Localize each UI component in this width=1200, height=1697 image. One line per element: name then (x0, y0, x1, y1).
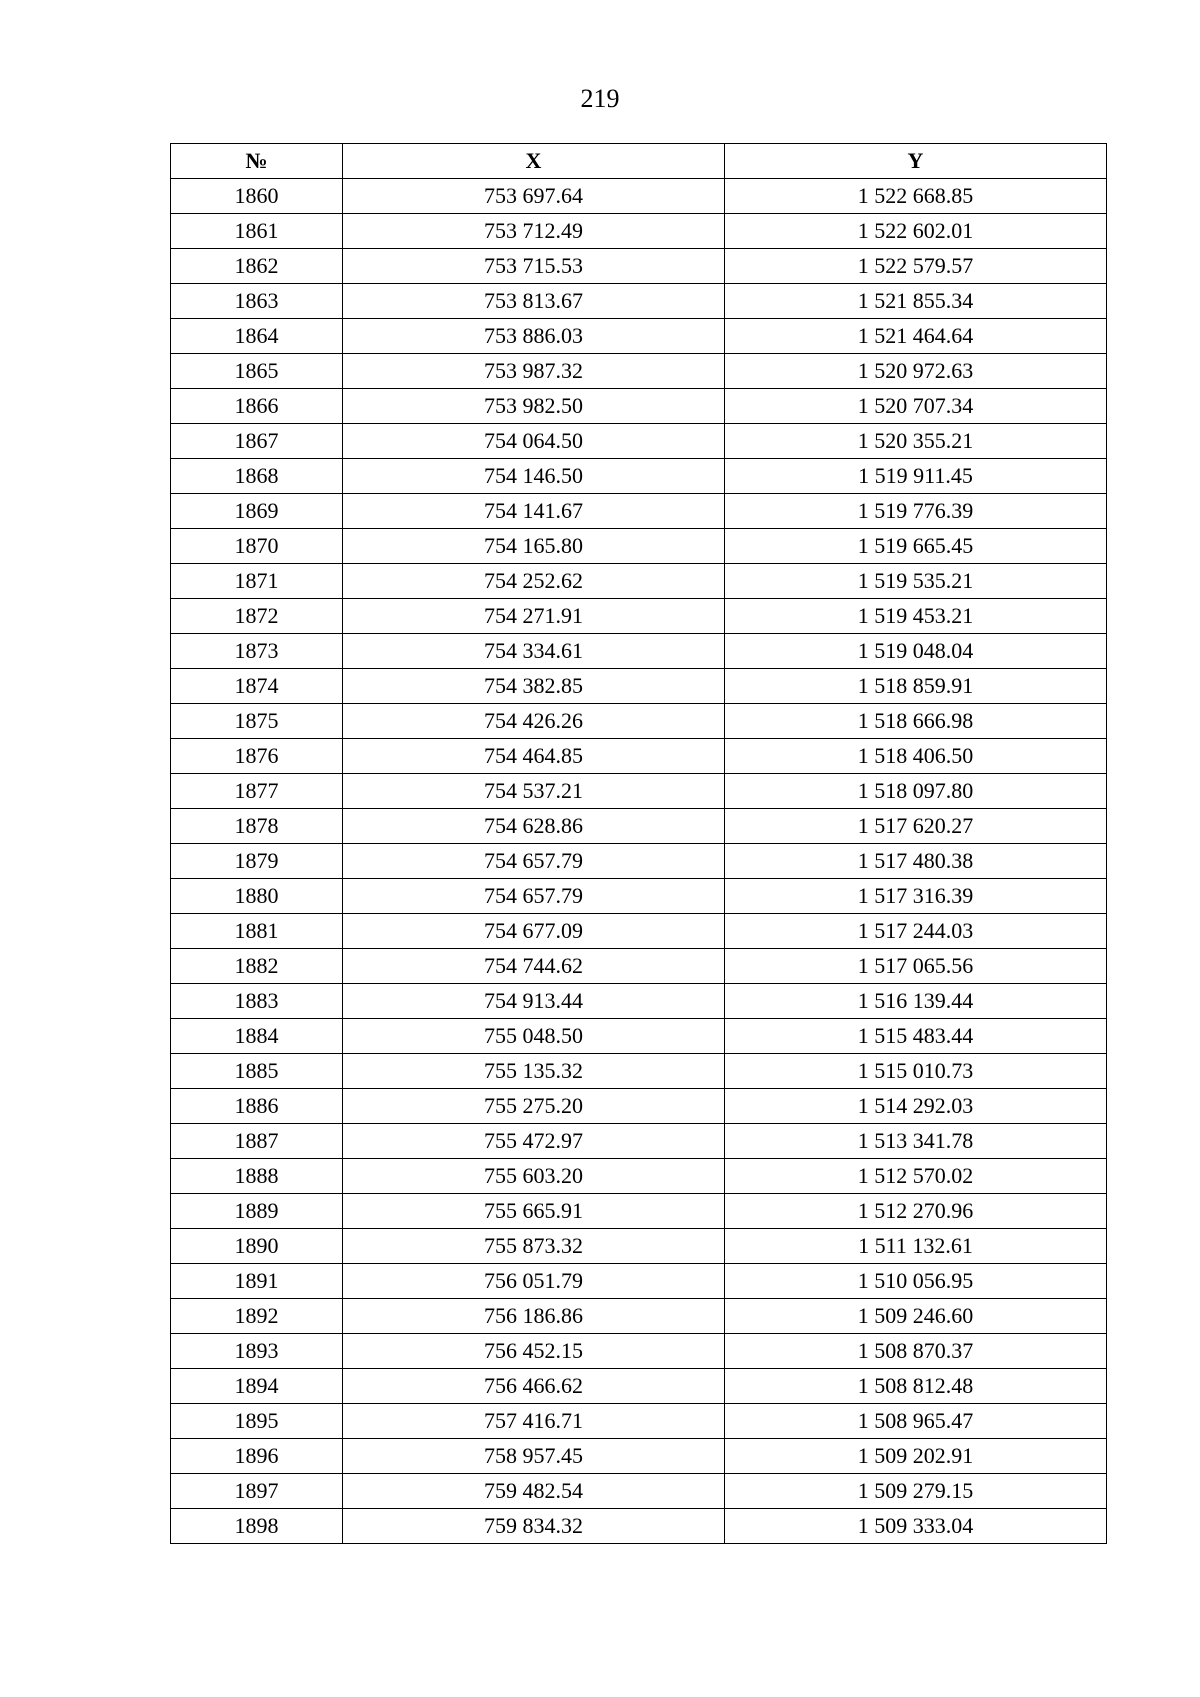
table-row (171, 214, 1107, 249)
cell-number: 1872 (171, 599, 343, 634)
cell-y: 1 517 244.03 (725, 914, 1107, 949)
cell-number: 1876 (171, 739, 343, 774)
table-row (171, 564, 1107, 599)
table-row (171, 1369, 1107, 1404)
cell-number: 1869 (171, 494, 343, 529)
table-row (171, 1264, 1107, 1299)
cell-number: 1887 (171, 1124, 343, 1159)
column-header-x: X (343, 144, 725, 179)
cell-number: 1867 (171, 424, 343, 459)
cell-x: 754 464.85 (343, 739, 725, 774)
cell-y: 1 509 202.91 (725, 1439, 1107, 1474)
table-row (171, 424, 1107, 459)
cell-x: 753 697.64 (343, 179, 725, 214)
cell-number: 1893 (171, 1334, 343, 1369)
cell-x: 755 275.20 (343, 1089, 725, 1124)
cell-x: 754 537.21 (343, 774, 725, 809)
table-row (171, 1054, 1107, 1089)
cell-number: 1861 (171, 214, 343, 249)
cell-x: 755 603.20 (343, 1159, 725, 1194)
cell-y: 1 516 139.44 (725, 984, 1107, 1019)
cell-x: 754 744.62 (343, 949, 725, 984)
table-row (171, 319, 1107, 354)
cell-y: 1 519 776.39 (725, 494, 1107, 529)
cell-y: 1 521 464.64 (725, 319, 1107, 354)
table-row (171, 879, 1107, 914)
cell-number: 1894 (171, 1369, 343, 1404)
cell-number: 1882 (171, 949, 343, 984)
cell-number: 1865 (171, 354, 343, 389)
cell-number: 1864 (171, 319, 343, 354)
cell-number: 1892 (171, 1299, 343, 1334)
cell-y: 1 517 065.56 (725, 949, 1107, 984)
table-row (171, 459, 1107, 494)
cell-number: 1874 (171, 669, 343, 704)
cell-y: 1 522 668.85 (725, 179, 1107, 214)
cell-number: 1896 (171, 1439, 343, 1474)
table-row (171, 914, 1107, 949)
cell-number: 1895 (171, 1404, 343, 1439)
cell-x: 754 165.80 (343, 529, 725, 564)
cell-number: 1875 (171, 704, 343, 739)
cell-y: 1 509 279.15 (725, 1474, 1107, 1509)
cell-y: 1 518 859.91 (725, 669, 1107, 704)
cell-x: 754 426.26 (343, 704, 725, 739)
table-row (171, 1019, 1107, 1054)
cell-number: 1884 (171, 1019, 343, 1054)
cell-x: 759 834.32 (343, 1509, 725, 1544)
cell-x: 753 987.32 (343, 354, 725, 389)
cell-x: 753 982.50 (343, 389, 725, 424)
cell-x: 754 913.44 (343, 984, 725, 1019)
cell-y: 1 519 048.04 (725, 634, 1107, 669)
table-row (171, 179, 1107, 214)
cell-y: 1 512 570.02 (725, 1159, 1107, 1194)
cell-y: 1 513 341.78 (725, 1124, 1107, 1159)
cell-y: 1 509 333.04 (725, 1509, 1107, 1544)
cell-x: 755 048.50 (343, 1019, 725, 1054)
cell-x: 754 064.50 (343, 424, 725, 459)
cell-y: 1 520 972.63 (725, 354, 1107, 389)
cell-y: 1 522 579.57 (725, 249, 1107, 284)
cell-x: 755 665.91 (343, 1194, 725, 1229)
cell-x: 753 886.03 (343, 319, 725, 354)
cell-y: 1 508 965.47 (725, 1404, 1107, 1439)
cell-number: 1888 (171, 1159, 343, 1194)
cell-number: 1860 (171, 179, 343, 214)
table-row (171, 529, 1107, 564)
cell-number: 1871 (171, 564, 343, 599)
cell-number: 1863 (171, 284, 343, 319)
cell-y: 1 510 056.95 (725, 1264, 1107, 1299)
table-body (171, 179, 1107, 1544)
cell-x: 755 135.32 (343, 1054, 725, 1089)
table-row (171, 949, 1107, 984)
table-header (171, 144, 1107, 179)
table-row (171, 844, 1107, 879)
cell-x: 754 146.50 (343, 459, 725, 494)
table-row (171, 1124, 1107, 1159)
table-row (171, 249, 1107, 284)
cell-number: 1881 (171, 914, 343, 949)
cell-x: 754 382.85 (343, 669, 725, 704)
cell-x: 754 628.86 (343, 809, 725, 844)
cell-y: 1 515 010.73 (725, 1054, 1107, 1089)
cell-x: 753 813.67 (343, 284, 725, 319)
cell-y: 1 519 911.45 (725, 459, 1107, 494)
cell-y: 1 517 620.27 (725, 809, 1107, 844)
table-row (171, 1404, 1107, 1439)
cell-y: 1 508 870.37 (725, 1334, 1107, 1369)
cell-y: 1 508 812.48 (725, 1369, 1107, 1404)
cell-number: 1891 (171, 1264, 343, 1299)
cell-x: 754 657.79 (343, 879, 725, 914)
cell-y: 1 514 292.03 (725, 1089, 1107, 1124)
column-header-number: № (171, 144, 343, 179)
table-row (171, 669, 1107, 704)
cell-x: 755 873.32 (343, 1229, 725, 1264)
cell-number: 1880 (171, 879, 343, 914)
cell-x: 754 271.91 (343, 599, 725, 634)
table-row (171, 1334, 1107, 1369)
cell-y: 1 519 453.21 (725, 599, 1107, 634)
cell-y: 1 521 855.34 (725, 284, 1107, 319)
table-row (171, 1509, 1107, 1544)
cell-number: 1883 (171, 984, 343, 1019)
table-row (171, 599, 1107, 634)
cell-number: 1885 (171, 1054, 343, 1089)
cell-x: 756 466.62 (343, 1369, 725, 1404)
cell-number: 1870 (171, 529, 343, 564)
cell-x: 754 657.79 (343, 844, 725, 879)
cell-number: 1873 (171, 634, 343, 669)
cell-y: 1 515 483.44 (725, 1019, 1107, 1054)
cell-x: 756 186.86 (343, 1299, 725, 1334)
table-row (171, 494, 1107, 529)
page-number: 219 (580, 84, 620, 113)
cell-y: 1 519 535.21 (725, 564, 1107, 599)
cell-x: 757 416.71 (343, 1404, 725, 1439)
cell-x: 755 472.97 (343, 1124, 725, 1159)
table-row (171, 984, 1107, 1019)
cell-number: 1866 (171, 389, 343, 424)
cell-x: 759 482.54 (343, 1474, 725, 1509)
cell-x: 754 334.61 (343, 634, 725, 669)
cell-number: 1862 (171, 249, 343, 284)
cell-y: 1 520 707.34 (725, 389, 1107, 424)
cell-y: 1 518 666.98 (725, 704, 1107, 739)
table-row (171, 1299, 1107, 1334)
cell-number: 1897 (171, 1474, 343, 1509)
coordinates-table (170, 143, 1107, 1544)
cell-y: 1 517 316.39 (725, 879, 1107, 914)
cell-y: 1 512 270.96 (725, 1194, 1107, 1229)
header-row (171, 144, 1107, 179)
table-row (171, 1474, 1107, 1509)
cell-number: 1889 (171, 1194, 343, 1229)
cell-y: 1 519 665.45 (725, 529, 1107, 564)
table-row (171, 354, 1107, 389)
cell-y: 1 511 132.61 (725, 1229, 1107, 1264)
cell-number: 1898 (171, 1509, 343, 1544)
cell-number: 1868 (171, 459, 343, 494)
table-row (171, 774, 1107, 809)
table-row (171, 1194, 1107, 1229)
table-row (171, 704, 1107, 739)
table-row (171, 1089, 1107, 1124)
cell-x: 756 452.15 (343, 1334, 725, 1369)
table-row (171, 809, 1107, 844)
cell-y: 1 518 097.80 (725, 774, 1107, 809)
table-row (171, 739, 1107, 774)
cell-x: 754 141.67 (343, 494, 725, 529)
cell-number: 1877 (171, 774, 343, 809)
cell-x: 753 712.49 (343, 214, 725, 249)
table-row (171, 634, 1107, 669)
cell-x: 758 957.45 (343, 1439, 725, 1474)
cell-number: 1878 (171, 809, 343, 844)
cell-y: 1 518 406.50 (725, 739, 1107, 774)
table-row (171, 1159, 1107, 1194)
cell-y: 1 522 602.01 (725, 214, 1107, 249)
table-row (171, 389, 1107, 424)
cell-x: 754 252.62 (343, 564, 725, 599)
table-row (171, 1229, 1107, 1264)
table-row (171, 1439, 1107, 1474)
cell-y: 1 509 246.60 (725, 1299, 1107, 1334)
cell-x: 756 051.79 (343, 1264, 725, 1299)
cell-number: 1890 (171, 1229, 343, 1264)
cell-x: 753 715.53 (343, 249, 725, 284)
cell-number: 1886 (171, 1089, 343, 1124)
table-row (171, 284, 1107, 319)
cell-y: 1 520 355.21 (725, 424, 1107, 459)
cell-number: 1879 (171, 844, 343, 879)
cell-x: 754 677.09 (343, 914, 725, 949)
cell-y: 1 517 480.38 (725, 844, 1107, 879)
column-header-y: Y (725, 144, 1107, 179)
